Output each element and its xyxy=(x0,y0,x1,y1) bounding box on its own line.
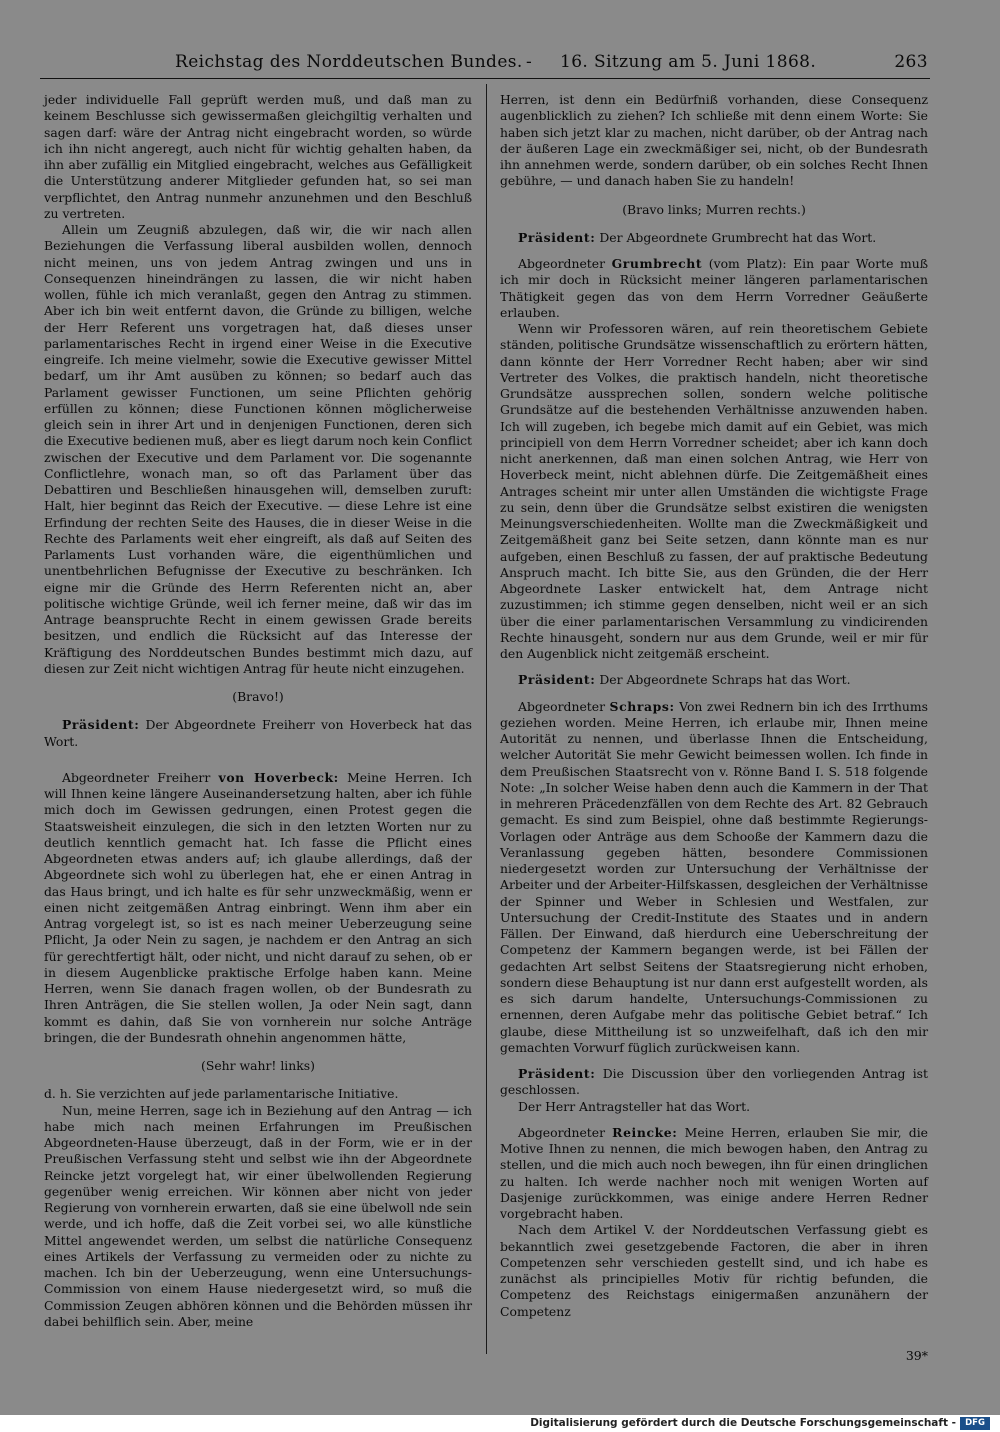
running-head xyxy=(40,48,928,76)
paragraph: d. h. Sie verzichten auf jede parlamentarische Initiative. xyxy=(44,1086,399,1102)
statement-text: Die Discussion über den vorliegenden Antrag ist geschlossen. xyxy=(500,1066,928,1098)
speaker-intro: Abgeordneter xyxy=(518,256,612,271)
speech-text: Meine Herren, erlauben Sie mir, die Motive Ihnen zu nennen, die mich bewogen haben, den Antrag zu stellen, und die mich auch noch bewegen, ihn für einen dringlichen zu halten. Ich werde nachher noch mit wenigen Worten auf Dasjenige zurückkommen, was einige andere Herren Redner vorgebracht haben. xyxy=(500,1124,928,1221)
statement-text: Der Abgeordnete Grumbrecht hat das Wort. xyxy=(595,229,877,245)
speaker-label: Präsident: xyxy=(62,717,140,733)
speech-paragraph xyxy=(500,699,928,1057)
speaker-intro: Abgeordneter xyxy=(518,1124,613,1140)
paragraph: Allein um Zeugniß abzulegen, daß wir, die wir nach allen Beziehungen die Verfassung liberal ausbilden wollen, dennoch nicht meinen, uns von jedem Antrag zwingen und uns in Consequenzen hineindrängen zu lassen, die wir nicht haben wollen, fühle ich mich veranlaßt, gegen den Antrag zu stimmen. Aber ich bin weit entfernt davon, die Gründe zu billigen, welche der Herr Referent uns vorgetragen hat, daß dieses unser parlamentarisches Recht in irgend einer Weise in die Executive eingreife. Ich meine vielmehr, sowie die Executive gewisser Mittel bedarf, um ihr Amt ausüben zu können; so bedarf auch das Parlament gewisser Functionen, um seine Pflichten gehörig erfüllen zu können; diese Functionen können möglicherweise gleich sein in ihrer Art und in denjenigen Functionen, deren sich die Executive bedienen muß, aber es liegt darum noch kein Conflict zwischen der Executive und dem Parlament vor. Die sogenannte Conflictlehre, wonach man, so oft das Parlament über das Debattiren und Beschließen hinausgehen will, demselben zuruft: Halt, hier beginnt das Reich der Executive. — diese Lehre ist eine Erfindung der rechten Seite des Hauses, die in dieser Weise in die Rechte des Parlaments weit eher eingreift, als daß auf Seiten des Parlaments Lust vorhanden wäre, die eigenthümlichen und unentbehrlichen Befugnisse der Executive zu beschränken. Ich eigne mir die Gründe des Herrn Referenten nicht an, aber politische wichtige Gründe, weil ich ferner meine, daß wir das im Antrage beanspruchte Recht in einem gewissen Grade bereits besitzen, und endlich die Rücksicht auf das Interesse der Kräftigung des Norddeutschen Bundes bestimmt mich dazu, auf diesen zur Zeit nicht wichtigen Antrag für heute nicht einzugehen. xyxy=(44,222,472,676)
funding-credit: Digitalisierung gefördert durch die Deutsche Forschungsgemeinschaft - xyxy=(530,1417,956,1429)
speech-paragraph xyxy=(500,1125,928,1223)
interjection: (Sehr wahr! links) xyxy=(201,1058,315,1073)
president-statement xyxy=(500,1066,928,1099)
running-head-session: 16. Sitzung am 5. Juni 1868. xyxy=(560,52,817,72)
interjection: (Bravo links; Murren rechts.) xyxy=(622,201,806,217)
left-column xyxy=(44,92,472,1330)
paragraph: Nach dem Artikel V. der Norddeutschen Verfassung giebt es bekanntlich zwei gesetzgebende Factoren, die aber in ihren Competenzen sehr verschieden gestellt sind, und ich habe es zunächst als principielles Motiv für richtig befunden, die Competenz des Reichstags einigermaßen anzunähern der Competenz xyxy=(500,1222,928,1319)
speaker-label: Präsident: xyxy=(518,229,596,245)
speech-paragraph xyxy=(44,770,472,1046)
president-statement xyxy=(44,717,472,750)
column-divider xyxy=(486,84,487,1354)
speaker-label: Präsident: xyxy=(518,672,596,688)
dfg-logo: DFG xyxy=(960,1417,990,1430)
speech-text: (vom Platz): Ein paar Worte muß ich mir doch in Rücksicht meiner längeren parlamentarischen Thätigkeit gegen das von dem Herrn Vorredner Geäußerte erlauben. xyxy=(500,256,928,320)
speaker-intro: Abgeordneter Freiherr xyxy=(62,769,219,785)
right-column xyxy=(500,92,928,1320)
header-rule xyxy=(40,78,930,79)
page-number: 263 xyxy=(894,52,928,72)
paragraph: Wenn wir Professoren wären, auf rein theoretischem Gebiete ständen, politische Grundsätze wissenschaftlich zu erörtern hätten, dann könnte der Herr Vorredner Recht haben; aber wir sind Vertreter des Volkes, die praktisch handeln, nicht theoretische Grundsätze aussprechen sollen, sondern welche politische Grundsätze auf die bestehenden Verhältnisse anzuwenden haben. Ich will zugeben, ich begebe mich damit auf ein Gebiet, was mich principiell von dem Herrn Vorredner scheidet; aber ich kann doch nicht anerkennen, daß man einen solchen Antrag, wie Herr von Hoverbeck meint, nicht ablehnen dürfe. Die Zeitgemäßheit eines Antrages scheint mir unter allen Umständen die wichtigste Frage zu sein, denn über die Grundsätze selbst existiren die wenigsten Meinungsverschiedenheiten. Wollte man die Zweckmäßigkeit und Zeitgemäßheit ganz bei Seite setzen, dann könnte man es nur aufgeben, einen Beschluß zu fassen, der auf praktische Bedeutung Anspruch macht. Ich bitte Sie, aus den Gründen, die der Herr Abgeordnete Lasker entwickelt hat, dem Antrage nicht zuzustimmen; ich stimme gegen denselben, nicht weil er an sich über die einer parlamentarischen Versammlung zu vindicirenden Rechte hinausgeht, sondern nur aus dem Grunde, weil er mir für den Augenblick nicht zeitgemäß erscheint. xyxy=(500,321,928,661)
speaker-intro: Abgeordneter xyxy=(518,698,610,714)
digitization-footer xyxy=(0,1415,1000,1432)
paragraph: Nun, meine Herren, sage ich in Beziehung auf den Antrag — ich habe mich nach meinen Erfahrungen im Preußischen Abgeordneten-Hause überzeugt, daß in der Form, wie er in der Preußischen Verfassung steht und selbst wie ihn der Abgeordnete Reincke jetzt vorgelegt hat, wir einer übelwollenden Regierung gegenüber wenig erreichen. Wir können aber nicht von jeder Regierung von vornherein erwarten, daß sie eine übelwoll nde sein werde, und ich hoffe, daß die Zeit vorbei sei, wo alle künstliche Mittel angewendet werden, um selbst die natürliche Consequenz eines Artikels der Verfassung zu vermeiden oder zu nichte zu machen. Ich bin der Ueberzeugung, wenn eine Untersuchungs-Commission von einem Hause niedergesetzt wird, so muß die Commission Zeugen abhören können und die Behörden müssen ihr dabei behilflich sein. Aber, meine xyxy=(44,1102,472,1329)
paragraph: Herren, ist denn ein Bedürfniß vorhanden, diese Consequenz augenblicklich zu ziehen? Ich schließe mit denn einem Worte: Sie haben sich jetzt klar zu machen, nicht darüber, ob der Antrag nach der äußeren Lage ein zweckmäßiger sei, nicht, ob der Bundesrath ihn annehmen werde, sondern darüber, ob ein solches Recht Ihnen gebühre, — und danach haben Sie zu handeln! xyxy=(500,92,928,189)
running-head-separator: - xyxy=(526,52,533,72)
statement-text: Der Abgeordnete Freiherr von Hoverbeck hat das Wort. xyxy=(44,717,472,749)
speaker-name: Grumbrecht xyxy=(611,256,703,271)
speech-paragraph xyxy=(500,256,928,321)
speaker-name: Schraps: xyxy=(609,698,675,714)
speaker-name: Reincke: xyxy=(612,1124,678,1140)
president-statement xyxy=(500,230,928,246)
paragraph: jeder individuelle Fall geprüft werden muß, und daß man zu keinem Beschlusse sich gewissermaßen gleichgiltig verhalten und sagen darf: wäre der Antrag nicht eingebracht worden, so würde ich ihn nicht angeregt, auch nicht für wichtig gehalten haben, da ihn aber zufällig ein Mitglied eingebracht, welches aus Gefälligkeit die Unterstützung anderer Mitglieder gefunden hat, so sei man verpflichtet, den Antrag nunmehr anzunehmen und den Beschluß zu vertreten. xyxy=(44,92,472,221)
speaker-name: von Hoverbeck: xyxy=(218,769,339,785)
sheet-signature: 39* xyxy=(905,1348,928,1363)
statement-line: Der Herr Antragsteller hat das Wort. xyxy=(518,1098,751,1114)
president-statement xyxy=(500,672,928,688)
running-head-title: Reichstag des Norddeutschen Bundes. xyxy=(175,52,523,72)
speaker-label: Präsident: xyxy=(518,1066,596,1081)
statement-text: Der Abgeordnete Schraps hat das Wort. xyxy=(595,672,851,688)
speech-text: Von zwei Rednern bin ich des Irrthums geziehen worden. Meine Herren, ich erlaube mir, Ihnen meine Autorität zu nennen, und überlasse Ihnen die Entscheidung, welcher Autorität Sie mehr Gewicht beimessen wollen. Ich finde in dem Preußischen Staatsrecht von v. Rönne Band I. S. 518 folgende Note: „In solcher Weise haben denn auch die Kammern in der That in mehreren Präcedenzfällen von dem Rechte des Art. 82 Gebrauch gemacht. Es sind zum Beispiel, ohne daß bestimmte Regierungs-Vorlagen oder Anträge aus dem Schooße der Kammern dazu die Veranlassung gegeben hätten, besondere Commissionen niedergesetzt worden zur Untersuchung der Verhältnisse der Arbeiter und der Arbeiter-Hilfskassen, desgleichen der Verhältnisse der Spinner und Weber in Schlesien und Westfalen, zur Untersuchung der Credit-Institute des Staates und in andern Fällen. Der Einwand, daß hierdurch eine Ueberschreitung der Competenz der Kammern begangen werde, ist bei Fällen der gedachten Art selbst Seitens der Staatsregierung nicht erhoben, sondern diese Behauptung ist nur dann erst aufgestellt worden, als es sich darum handelte, Untersuchungs-Commissionen zu ernennen, deren Aufgabe mehr das politische Gebiet betraf.“ Ich glaube, diese Mittheilung ist so unzweifelhaft, daß ich den mir gemachten Vorwurf füglich zurückweisen kann. xyxy=(500,698,928,1055)
spacer xyxy=(44,760,472,770)
interjection: (Bravo!) xyxy=(232,689,284,704)
speech-text: Meine Herren. Ich will Ihnen keine längere Auseinandersetzung halten, aber ich fühle mich doch im Gewissen gedrungen, einen Protest gegen die Staatsweisheit einzulegen, die sich in den letzten Worten nur zu deutlich kenntlich gemacht hat. Ich fasse die Pflicht eines Abgeordneten etwas anders auf; ich glaube allerdings, daß der Abgeordnete sich wohl zu überlegen hat, ehe er einen Antrag in das Haus bringt, und ich halte es für sehr unzweckmäßig, wenn er einen nicht zeitgemäßen Antrag einbringt. Wenn ihm aber ein Antrag vorgelegt ist, so ist es nach meiner Ueberzeugung seine Pflicht, Ja oder Nein zu sagen, je nachdem er den Antrag an sich für gerechtfertigt hält, oder nicht, und nicht darauf zu sehen, ob er in diesem Augenblicke praktische Erfolge haben kann. Meine Herren, wenn Sie danach fragen wollen, ob der Bundesrath zu Ihren Anträgen, die Sie stellen wollen, Ja oder Nein sagt, dann kommt es dahin, daß Sie von vornherein nur solche Anträge bringen, die der Bundesrath ohnehin angenommen hätte, xyxy=(44,769,472,1045)
